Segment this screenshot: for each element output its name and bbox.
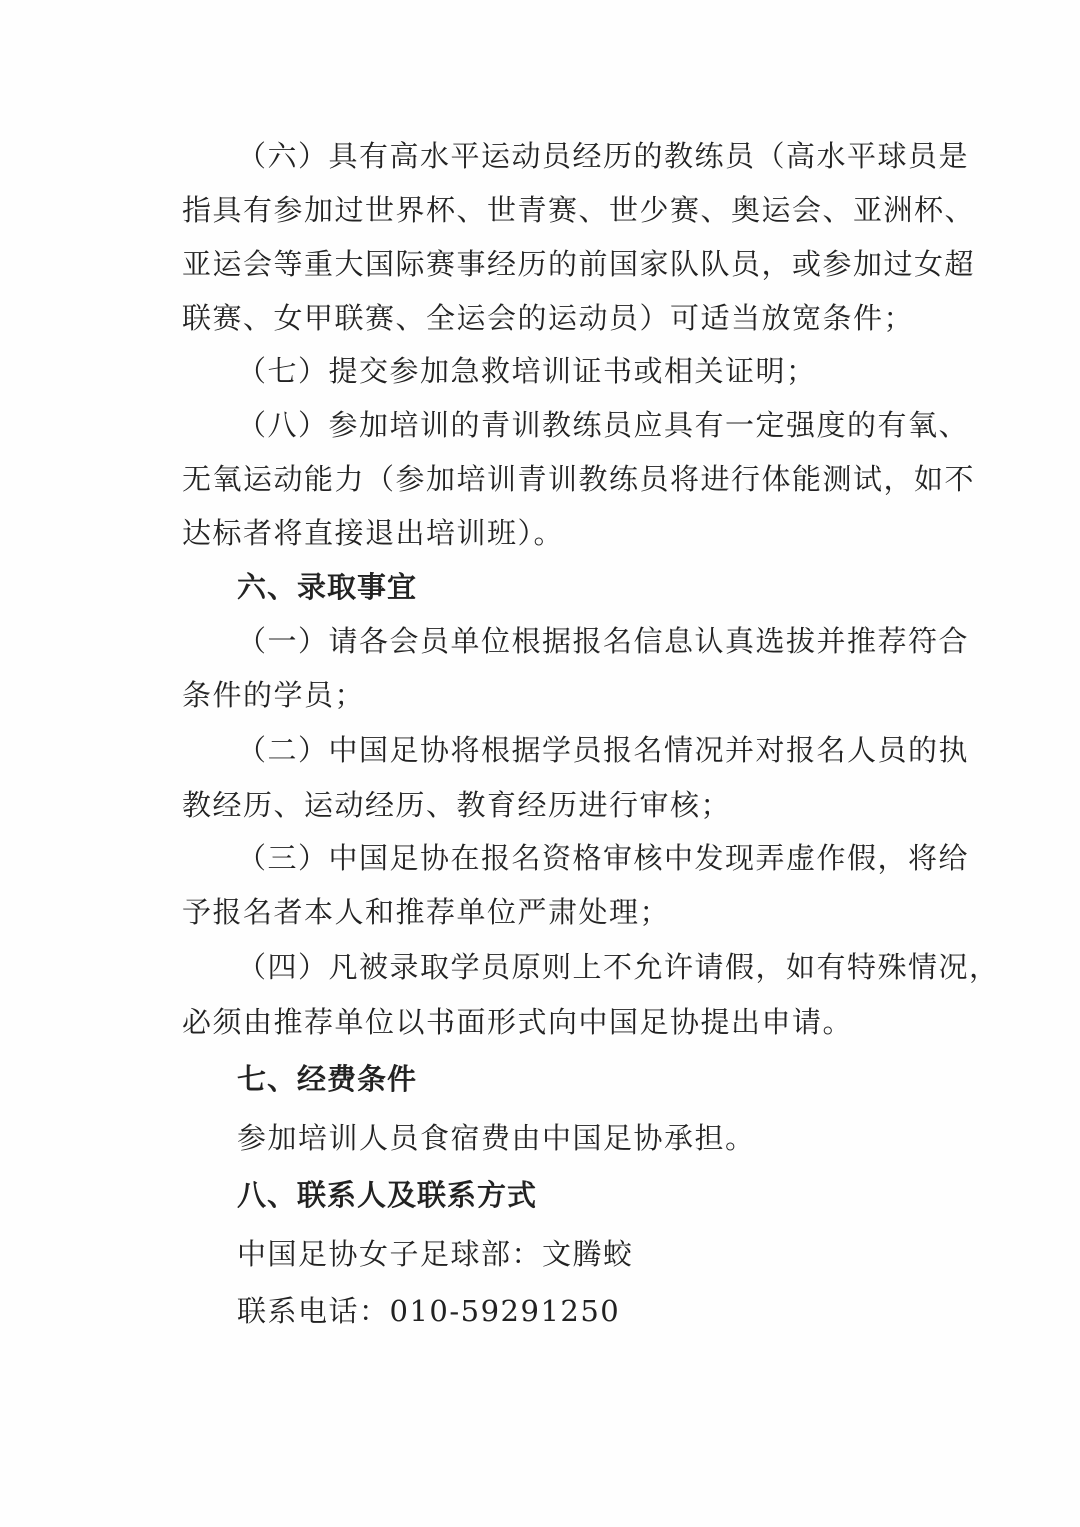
paragraph-line: 亚运会等重大国际赛事经历的前国家队队员，或参加过女超	[182, 247, 976, 281]
paragraph-line: 参加培训人员食宿费由中国足协承担。	[237, 1121, 756, 1155]
paragraph-line: （六）具有高水平运动员经历的教练员（高水平球员是	[237, 139, 970, 173]
paragraph-line: （七）提交参加急救培训证书或相关证明；	[237, 354, 817, 388]
section-heading-contact: 八、联系人及联系方式	[237, 1178, 538, 1212]
paragraph-line: （四）凡被录取学员原则上不允许请假，如有特殊情况，	[237, 950, 1000, 984]
paragraph-line: （八）参加培训的青训教练员应具有一定强度的有氧、	[237, 408, 970, 442]
section-heading-funding: 七、经费条件	[237, 1062, 418, 1096]
contact-phone: 联系电话：010-59291250	[237, 1294, 621, 1328]
paragraph-line: 联赛、女甲联赛、全运会的运动员）可适当放宽条件；	[182, 301, 915, 335]
paragraph-line: 教经历、运动经历、教育经历进行审核；	[182, 788, 732, 822]
paragraph-line: 必须由推荐单位以书面形式向中国足协提出申请。	[182, 1005, 854, 1039]
paragraph-line: 予报名者本人和推荐单位严肃处理；	[182, 895, 671, 929]
paragraph-line: 条件的学员；	[182, 678, 366, 712]
paragraph-line: （二）中国足协将根据学员报名情况并对报名人员的执	[237, 733, 970, 767]
paragraph-line: 达标者将直接退出培训班）。	[182, 516, 565, 550]
paragraph-line: （三）中国足协在报名资格审核中发现弄虚作假，将给	[237, 841, 970, 875]
paragraph-line: 无氧运动能力（参加培训青训教练员将进行体能测试，如不	[182, 462, 976, 496]
contact-person: 中国足协女子足球部：文腾蛟	[237, 1237, 634, 1271]
paragraph-line: 指具有参加过世界杯、世青赛、世少赛、奥运会、亚洲杯、	[182, 193, 976, 227]
section-heading-admission: 六、录取事宜	[237, 570, 418, 604]
paragraph-line: （一）请各会员单位根据报名信息认真选拔并推荐符合	[237, 624, 970, 658]
